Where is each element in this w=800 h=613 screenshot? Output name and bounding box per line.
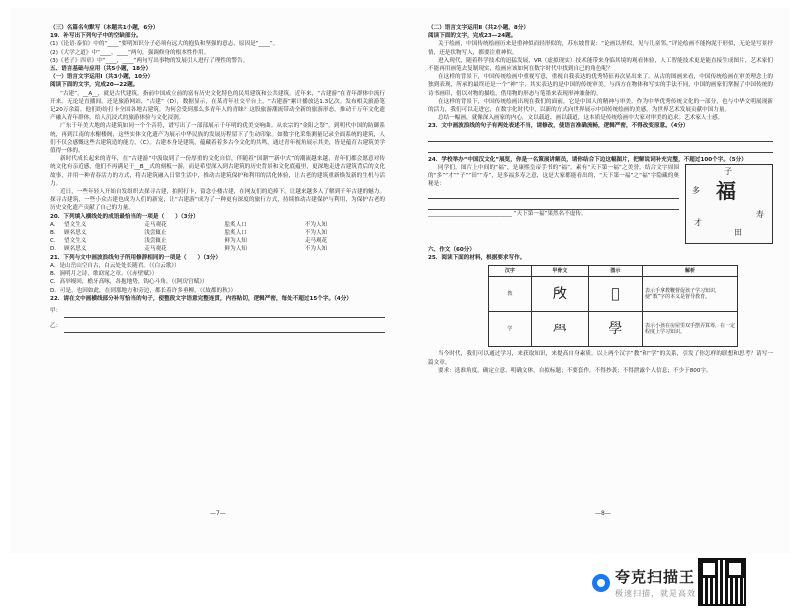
- table-cell: 表示手拿教鞭督促孩子学习知识，使“教”字的本义是督导教育。: [643, 277, 738, 312]
- option-cell: 走马观花: [304, 238, 328, 245]
- callig-char: 子: [724, 166, 732, 176]
- watermark-title: 夸克扫描王: [615, 568, 696, 586]
- column-header: 汉字: [489, 266, 532, 277]
- answer-line: [428, 133, 773, 142]
- answer-line: [428, 144, 773, 153]
- option-letter: C.: [50, 238, 56, 245]
- column-header: 图示: [588, 266, 642, 277]
- passage-paragraph: “古建”，__A__，就是古代建筑。指前中国成立前的富有历史文化特色的民用建筑和公共建筑。近年来，“古建游”在青年群体中流行开来。无论是直播间，还是旅游网站，“古建”（D），数据显示，在某青年社交平台上，“古建游”累计播放达1.3亿次。发布相关旅游笔记20万余篇。他们纷纷打卡全国各地古建筑。为何会受到那么多青年人的青睐？这股旅游潮流带动全新的旅游形态，推动千万年文化遗产融入青年群体，给人沉浸式的旅游体验与文化浸润。: [50, 90, 385, 122]
- option-cell: 望文生义: [64, 238, 87, 245]
- callig-char: 多: [692, 185, 700, 195]
- option-cell: 鲜为人知: [224, 238, 247, 245]
- watermark-subtitle: 极速扫描，就是高效: [615, 589, 696, 598]
- passage-paragraph: 在这样的背景下，中国传统绘画出现在我们的面前，它是中国人的精神与审美。作为中华优秀传统文化的一部分，也与中华文明展现新的活力，我们可以走进它，在数字化时代中，以新的方式向世界展示中国传统绘画的美感，为世界艺术发展贡献中国力量。: [428, 98, 773, 114]
- question-19-2: (2)《大学之道》中“____，____”两句，强调修身的根本性作用。: [50, 49, 210, 56]
- oracle-bone-table: [488, 265, 738, 347]
- question-24-text: 同学们，图片上中间的“福”，是康熙皇帝手书的“福”，素有“天下第一福”之美誉，结合文字周围的“多”“才”“子”“田”“寿”，是多福多寿之意，这是大家都能看出的，“天下第一福”之“福”字隐藏的奥秘是：: [428, 164, 679, 188]
- answer-jia: [50, 307, 385, 318]
- scanned-exam-paper: [10, 8, 790, 553]
- reading-prompt: 阅读下面的文字，完成23—24题。: [428, 33, 517, 40]
- option-cell: 顾名思义: [64, 246, 87, 253]
- quark-logo-icon: [592, 574, 610, 592]
- callig-char: 才: [694, 217, 702, 227]
- option-cell: 浅尝辄止: [144, 230, 167, 237]
- column-header: 解析: [643, 266, 738, 277]
- question-19-3: (3)《老子》四章》中“____，____”两句写出事物的发展引人进行了理性的警告。: [50, 57, 249, 64]
- question-20: 20．下列填入横线处的成语最恰当的一项是（ ）（3分）: [50, 213, 199, 220]
- oracle-glyph: 𢼄: [531, 277, 588, 312]
- passage-paragraph: 近日，一些年轻人开始自发组织去探寻古建，拍照打卡，留念小楼古建，在网友们的追捧下，让越来越多人了解到千年古建的魅力。探寻古建筑，一些小众古建也成为人们的新宠，让“古建游”成为了一种更有深度的旅行方式，持续推动古建保护与利用，为保护古老的历史文化遗产贡献了自己的力量。: [50, 189, 385, 212]
- option-letter: A.: [50, 221, 56, 228]
- table-cell: 学: [489, 312, 532, 347]
- table-row: [489, 277, 738, 312]
- answer-line: [64, 309, 385, 318]
- question-21-option: A．是山岳山空自古，白云处处长随君。（《白云歌》）: [50, 262, 180, 269]
- callig-char: 田: [734, 227, 742, 237]
- question-21: 21．下列与文中画波浪线句子所用修辞相同的一项是（ ）（3分）: [50, 254, 222, 261]
- passage-paragraph: 新时代成长起来的青年，在“古建游”中汲取到了一份厚重的文化自信，伴随着“国潮”“新中式”的潮流越来越，青年们都会愿意对传统文化有亲近感，他们不再满足于__B__式的刻板一游，而是希望深入到古建筑的历史背景和文化底蕴里，更深地走进古建筑背后的文化故事，并用一种青春活力的方式，将古建筑融入日常生活中，推动古建筑保护和利用的活化体验，让古老的建筑重新焕发新的生机与活力。: [50, 156, 385, 187]
- callig-char: 寿: [756, 209, 764, 219]
- calligraphy-fu-image: [685, 164, 773, 244]
- question-19-1: (1)《论语·泰伯》中的“____”要明知识分子必须有远大的抱负和坚强的意志，原因是“____”。: [50, 41, 279, 48]
- subsection-heading: （一）语言文字运用Ⅰ（共3小题，10分）: [50, 74, 154, 81]
- option-cell: 脍炙人口: [224, 230, 247, 237]
- reading-prompt: 阅读下面的文字，完成20—22题。: [50, 82, 139, 89]
- table-cell: 表示小孩在房屋里双手摆弄算筹，在一定程度上学习知识。: [643, 312, 738, 347]
- option-row: [50, 229, 385, 237]
- question-20-options: [50, 221, 385, 254]
- option-cell: 脍炙人口: [224, 221, 247, 228]
- passage-paragraph: 总结一幅画，就像深入画家的内心，文以载道、画以载道，这本质是传统绘画中大家对审美的追求。艺术家人士感。: [438, 115, 724, 122]
- column-header: 甲骨文: [531, 266, 588, 277]
- section-heading: 五、语言基础与应用（共5小题，18分）: [50, 66, 152, 73]
- illustration-glyph: 學: [588, 312, 642, 347]
- question-25: 25．阅读下面的材料，根据要求写作。: [428, 255, 526, 262]
- table-header-row: [489, 266, 738, 277]
- question-23: 23．文中画波浪线的句子有两处表述不当，请修改，使语言准确流畅，逻辑严密，不得改变原意。（4分）: [428, 123, 689, 130]
- option-letter: D.: [50, 246, 57, 253]
- option-cell: 走马观花: [144, 246, 167, 253]
- option-cell: 不为人知: [304, 246, 328, 253]
- section-heading: 六、作文（60分）: [428, 246, 475, 253]
- answer-line: [64, 324, 385, 333]
- question-24-body: [428, 164, 773, 244]
- scanner-watermark: [592, 566, 696, 599]
- option-row: [50, 237, 385, 245]
- qr-code-icon: [698, 558, 746, 606]
- passage-paragraph: 广东千年美大地的古建筑如同一个个音符，谱写出了一部部展示千年明的优美交响曲。从农宗的“金阳之祭”，到明代中国的防御系统，再到江南的水榭楼阁，这些实体文化遗产为展示中华民族的发展历程留下了生动印象。如数字化采集测量记录全面系统的建筑，人们不仅会感慨这些古建筑造的能力，（C）。古建本身是建筑，蕴藏着着多古今文化的共鸣，通过青年视角展示其美，皆是蕴育古建筑美学值得一体的。: [50, 123, 385, 155]
- answer-line: [428, 201, 679, 210]
- oracle-glyph: 𦥯: [531, 312, 588, 347]
- page-number: —7—: [210, 510, 226, 517]
- option-cell: 不为人知: [304, 230, 328, 237]
- option-row: [50, 221, 385, 229]
- answer-line: [428, 190, 679, 199]
- question-21-option: B．涧明月之诗，歌窈窕之章。（《赤壁赋》）: [50, 271, 158, 278]
- question-21-option: C．高举缦回，檐牙高啄，各抱地势，钩心斗角。（《阿房宫赋》）: [50, 279, 208, 286]
- option-letter: B.: [50, 230, 56, 237]
- answer-yi: [50, 322, 385, 333]
- passage-paragraph: 关于绘画，中国传统绘画历来是重神似而轻形似的，苏东坡曾说：“论画以形似，见与儿童邻。”评论绘画不能拘泥于形似，无论是写景抒情，还是状物写人，都要注重神似。: [428, 41, 773, 56]
- answer-label: 甲：: [50, 307, 62, 314]
- page-number: —8—: [595, 510, 611, 517]
- question-19: 19．补写出下列句子中的空缺部分。: [50, 33, 142, 40]
- question-21-option: D．可是，也因如此，在到那地方和旁边，都长着许多垂柳，（《故都的秋》）: [50, 287, 237, 294]
- answer-label: 乙：: [50, 322, 62, 329]
- option-row: [50, 245, 385, 253]
- essay-requirements: 要求：选准角度，确定立意，明确文体，自拟标题；不要套作，不得抄袭；不得泄露个人信息；不少于800字。: [438, 367, 712, 374]
- left-page: [50, 24, 385, 333]
- option-cell: 走马观花: [144, 221, 167, 228]
- callig-center-char: 福: [716, 178, 736, 203]
- table-cell: 教: [489, 277, 532, 312]
- right-page: [428, 24, 773, 375]
- passage-paragraph: 在这样的背景下，中国传统绘画中重视写意，重视自我表达的优秀特征再次显出来了。从古的图画来看，中国传统绘画在审美理念上的独到表现，所承的最终还是一个“神”字，其实表达的是中国的传统审美。与西方在物体和写实的手法不同，中国的画家们掌握了中国传统的诗书画印，借以对物的描绘，借用物的形态与笔墨来表现形神兼备的。: [428, 74, 773, 97]
- section-heading: （三）名篇名句默写（本题共1小题，6分）: [50, 25, 159, 31]
- option-cell: 顾名思义: [64, 230, 87, 237]
- table-row: [489, 312, 738, 347]
- question-24-tail: ______________________________ “天下第一福”果然名不虚传。: [428, 211, 587, 218]
- option-cell: 不为人知: [304, 221, 328, 228]
- option-cell: 望文生义: [64, 221, 87, 228]
- subsection-heading: （二）语言文字运用Ⅱ（共2小题，8分）: [428, 25, 529, 31]
- option-cell: 鲜为人知: [224, 246, 247, 253]
- illustration-glyph: 𢽽: [588, 277, 642, 312]
- passage-paragraph: 进入现代，随着科学技术的迅猛发展，VR（虚拟现实）技术能带来身临其境的观看体验，人工智能技术更是能直接生成图片，艺术家们不能再用画笔去复制现实，绘画应该如何在数字时代中找到自己的角色呢？: [428, 57, 773, 73]
- option-cell: 浅尝辄止: [144, 238, 167, 245]
- question-24: 24．学校举办“中国汉文化”展览，你是一名策展讲解员，请你结合下边这幅图片，把解说词补充完整，不超过100个字。（5分）: [428, 156, 747, 163]
- essay-prompt: 当今时代，我们可以通过学习，来获取知识，来提高自身素质。以上两个汉字“教”和“学”的关系，引发了你怎样的联想和思考？请写一篇文章。: [428, 351, 773, 366]
- question-22: 22．请在文中画横线部分补写恰当的句子，使整段文字语意完整连贯，内容贴切，逻辑严密，每处不超过15个字。（4分）: [50, 295, 352, 302]
